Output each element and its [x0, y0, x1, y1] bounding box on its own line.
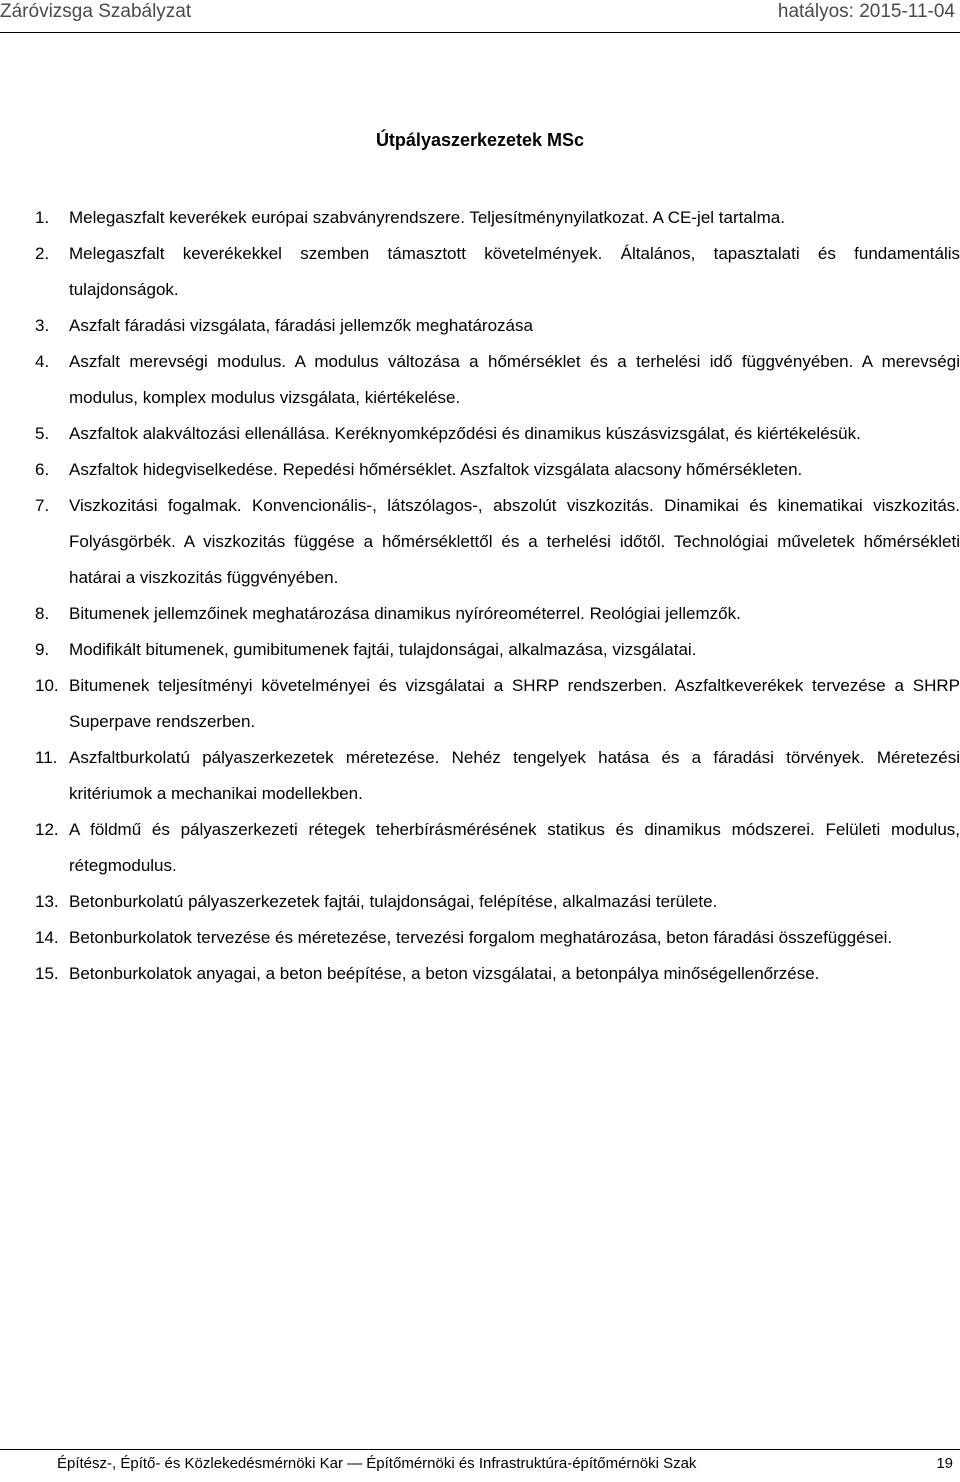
list-item [0, 200, 960, 236]
list-item-number: 5. [35, 424, 50, 443]
list-item [0, 812, 960, 884]
list-item [0, 236, 960, 308]
list-item [0, 488, 960, 596]
list-item [0, 668, 960, 740]
list-item [0, 344, 960, 416]
list-item-text: Betonburkolatú pályaszerkezetek fajtái, tulajdonságai, felépítése, alkalmazási területe. [69, 892, 718, 911]
list-item-number: 1. [35, 208, 50, 227]
list-item-text: Aszfalt merevségi modulus. A modulus változása a hőmérséklet és a terhelési idő függvényében. A merevségi modulus, komplex modulus vizsgálata, kiértékelése. [69, 352, 960, 407]
page-number: 19 [936, 1455, 953, 1472]
list-item-number: 4. [35, 352, 50, 371]
list-item [0, 416, 960, 452]
header-document-name: Záróvizsga Szabályzat [0, 1, 192, 22]
footer-faculty-program: Építész-, Építő- és Közlekedésmérnöki Kar — Építőmérnöki és Infrastruktúra-építőmérnöki Szak [57, 1455, 697, 1472]
list-item-text: Aszfaltok hidegviselkedése. Repedési hőmérséklet. Aszfaltok vizsgálata alacsony hőmérsékleten. [69, 460, 803, 479]
list-item-text: Bitumenek teljesítményi követelményei és vizsgálatai a SHRP rendszerben. Aszfaltkeverékek tervezése a SHRP Superpave rendszerben. [69, 676, 960, 731]
list-item-number: 3. [35, 316, 50, 335]
list-item-number: 11. [35, 748, 58, 767]
topic-list [0, 200, 960, 992]
list-item-text: Melegaszfalt keverékekkel szemben támasztott követelmények. Általános, tapasztalati és fundamentális tulajdonságok. [69, 244, 960, 299]
list-item [0, 596, 960, 632]
page-footer [0, 1449, 960, 1482]
list-item-text: Bitumenek jellemzőinek meghatározása dinamikus nyíróreométerrel. Reológiai jellemzők. [69, 604, 741, 623]
list-item [0, 308, 960, 344]
list-item-number: 6. [35, 460, 50, 479]
list-item-text: Viszkozitási fogalmak. Konvencionális-, látszólagos-, abszolút viszkozitás. Dinamikai és kinematikai viszkozitás. Folyásgörbék. A viszkozitás függése a hőmérséklettől és a terhelési időtől. Technológiai műveletek hőmérsékleti határai a viszkozitás függvényében. [69, 496, 960, 587]
list-item-text: Modifikált bitumenek, gumibitumenek fajtái, tulajdonságai, alkalmazása, vizsgálatai. [69, 640, 697, 659]
list-item-number: 7. [35, 496, 50, 515]
list-item-text: Aszfaltok alakváltozási ellenállása. Keréknyomképződési és dinamikus kúszásvizsgálat, és kiértékelésük. [69, 424, 861, 443]
list-item-number: 12. [35, 820, 59, 839]
list-item-number: 15. [35, 964, 59, 983]
list-item-number: 10. [35, 676, 59, 695]
list-item [0, 452, 960, 488]
list-item-number: 14. [35, 928, 59, 947]
header-effective-date: hatályos: 2015-11-04 [777, 1, 955, 22]
list-item-number: 8. [35, 604, 50, 623]
list-item [0, 740, 960, 812]
list-item-number: 2. [35, 244, 50, 263]
list-item-number: 9. [35, 640, 50, 659]
list-item-text: Betonburkolatok anyagai, a beton beépítése, a beton vizsgálatai, a betonpálya minőségellenőrzése. [69, 964, 820, 983]
list-item [0, 632, 960, 668]
list-item-text: Aszfaltburkolatú pályaszerkezetek méretezése. Nehéz tengelyek hatása és a fáradási törvények. Méretezési kritériumok a mechanikai modellekben. [69, 748, 960, 803]
list-item-number: 13. [35, 892, 59, 911]
page-header [0, 0, 960, 33]
list-item-text: Melegaszfalt keverékek európai szabványrendszere. Teljesítménynyilatkozat. A CE-jel tartalma. [69, 208, 785, 227]
list-item-text: Aszfalt fáradási vizsgálata, fáradási jellemzők meghatározása [69, 316, 533, 335]
list-item [0, 884, 960, 920]
list-item-text: Betonburkolatok tervezése és méretezése, tervezési forgalom meghatározása, beton fáradási összefüggései. [69, 928, 893, 947]
list-item [0, 956, 960, 992]
list-item-text: A földmű és pályaszerkezeti rétegek teherbírásmérésének statikus és dinamikus módszerei. Felületi modulus, rétegmodulus. [69, 820, 960, 875]
page-title: Útpályaszerkezetek MSc [375, 130, 585, 150]
list-item [0, 920, 960, 956]
